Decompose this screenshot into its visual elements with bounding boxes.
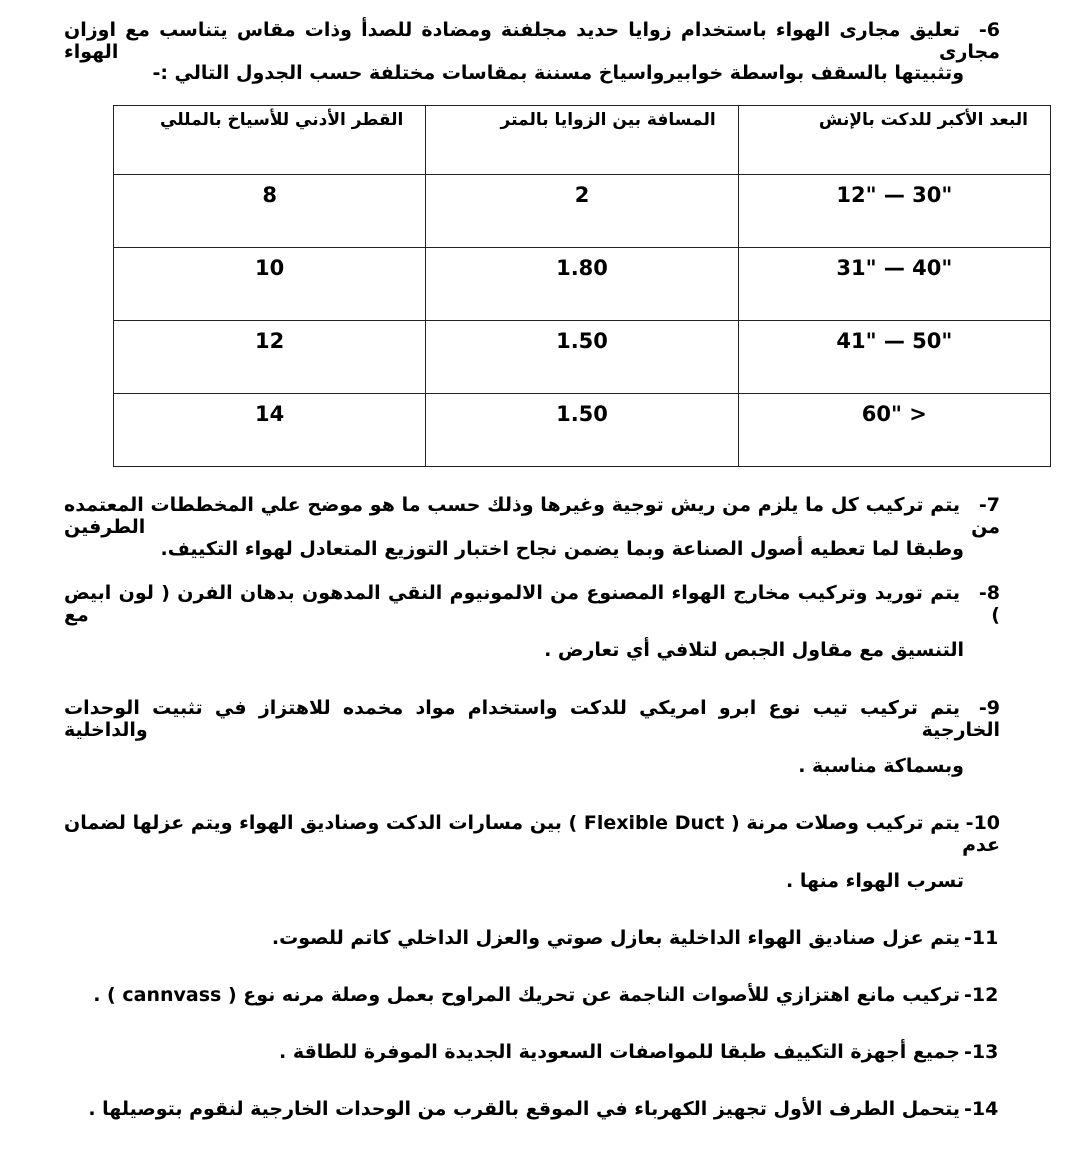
item-12-text-a: تركيب مانع اهتزازي للأصوات الناجمة عن تحريك المراوح بعمل وصلة مرنه نوع (: [227, 984, 960, 1006]
item-10-text-1b: ) بين مسارات الدكت وصناديق الهواء ويتم عزلها لضمان عدم: [64, 812, 1000, 856]
cell-diameter: 14: [114, 394, 426, 467]
table-row: [114, 321, 1051, 394]
item-13: [279, 1042, 1000, 1064]
item-10-english-term: Flexible Duct: [583, 812, 725, 834]
item-11-number: 11-: [964, 927, 999, 949]
item-11: [272, 928, 1000, 950]
item-8-line-1: [64, 583, 1000, 627]
item-9-number: 9-: [978, 697, 1000, 719]
cell-spacing: 1.50: [426, 394, 738, 467]
item-6-number: 6-: [978, 19, 1000, 41]
item-6-text-1: تعليق مجارى الهواء باستخدام زوايا حديد مجلفنة ومضادة للصدأ وذات مقاس يتناسب مع اوزان مجارى الهواء: [64, 19, 1000, 63]
cell-spacing: 1.50: [426, 321, 738, 394]
cell-dimension: 60" >: [738, 394, 1050, 467]
item-10-number: 10-: [965, 812, 1001, 834]
cell-dimension: 41" — 50": [738, 321, 1050, 394]
item-7-line-1: [64, 495, 1000, 539]
item-8-text-1: يتم توريد وتركيب مخارج الهواء المصنوع من الالمونيوم النقي المدهون بدهان الفرن ( لون ابيض ) مع: [64, 582, 1000, 626]
item-7-text-1: يتم تركيب كل ما يلزم من ريش توجية وغيرها وذلك حسب ما هو موضح علي المخططات المعتمده من الطرفين: [64, 494, 1000, 538]
rod-spacing-table: [113, 105, 1051, 467]
item-10-line-1: [64, 813, 1000, 857]
header-rod-diameter: القطر الأدني للأسياخ بالمللي: [114, 106, 426, 175]
item-12-number: 12-: [964, 984, 999, 1006]
item-10-text-1a: يتم تركيب وصلات مرنة (: [731, 812, 961, 834]
cell-dimension: 31" — 40": [738, 248, 1050, 321]
item-14: [88, 1099, 1000, 1121]
item-6-line-1: [64, 20, 1000, 64]
header-angle-spacing: المسافة بين الزوايا بالمتر: [426, 106, 738, 175]
item-8-number: 8-: [978, 582, 1000, 604]
item-10-line-2: تسرب الهواء منها .: [786, 870, 964, 892]
cell-spacing: 1.80: [426, 248, 738, 321]
item-9-line-1: [64, 698, 1000, 742]
item-6-line-2: وتثبيتها بالسقف بواسطة خوابيرواسياخ مسننة بمقاسات مختلفة حسب الجدول التالي :-: [152, 62, 964, 84]
item-12: [93, 985, 1000, 1007]
item-12-text-b: ) .: [93, 984, 116, 1006]
item-7-line-2: وطبقا لما تعطيه أصول الصناعة وبما يضمن نجاح اختبار التوزيع المتعادل لهواء التكييف.: [160, 538, 964, 560]
cell-diameter: 8: [114, 175, 426, 248]
table-row: [114, 394, 1051, 467]
item-11-text: يتم عزل صناديق الهواء الداخلية بعازل صوتي والعزل الداخلي كاتم للصوت.: [271, 927, 960, 949]
cell-diameter: 12: [114, 321, 426, 394]
item-8-line-2: التنسيق مع مقاول الجبص لتلافي أي تعارض .: [544, 639, 964, 661]
item-9-text-1: يتم تركيب تيب نوع ابرو امريكي للدكت واستخدام مواد مخمده للاهتزاز في تثبيت الوحدات الخارجية والداخلية: [64, 697, 1000, 741]
item-14-number: 14-: [964, 1098, 999, 1120]
cell-spacing: 2: [426, 175, 738, 248]
cell-diameter: 10: [114, 248, 426, 321]
item-13-number: 13-: [964, 1041, 999, 1063]
item-13-text: جميع أجهزة التكييف طبقا للمواصفات السعودية الجديدة الموفرة للطاقة .: [278, 1041, 960, 1063]
table-row: [114, 248, 1051, 321]
table-header-row: [114, 106, 1051, 175]
header-duct-dimension: البعد الأكبر للدكت بالإنش: [738, 106, 1050, 175]
item-14-text: يتحمل الطرف الأول تجهيز الكهرباء في الموقع بالقرب من الوحدات الخارجية لنقوم بتوصيلها .: [88, 1098, 960, 1120]
cell-dimension: 12" — 30": [738, 175, 1050, 248]
item-7-number: 7-: [978, 494, 1000, 516]
item-12-english-term: cannvass: [122, 984, 222, 1006]
table-row: [114, 175, 1051, 248]
item-9-line-2: وبسماكة مناسبة .: [798, 755, 964, 777]
